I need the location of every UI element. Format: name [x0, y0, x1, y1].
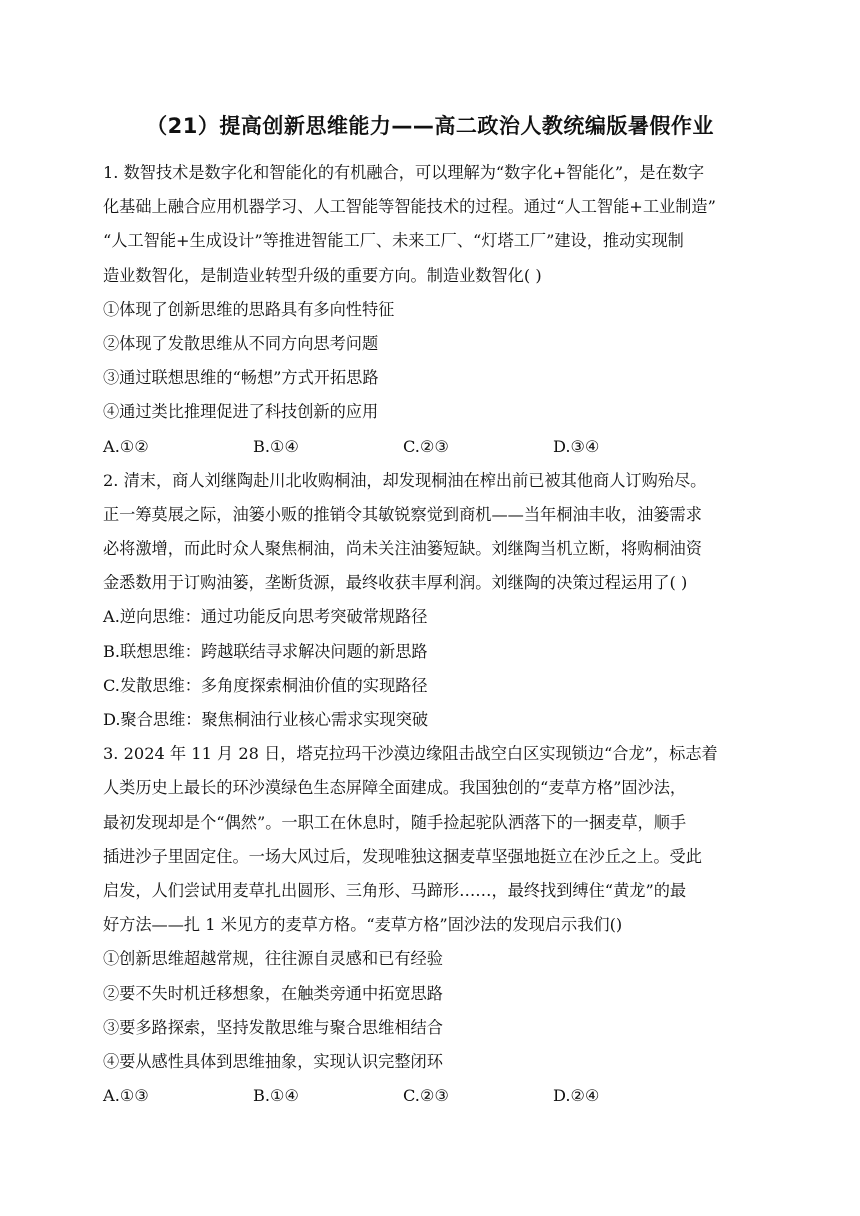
- page-title: （21）提高创新思维能力——高二政治人教统编版暑假作业: [146, 114, 714, 138]
- question-stem-line: 化基础上融合应用机器学习、人工智能等智能技术的过程。通过“人工智能+工业制造”: [103, 197, 716, 217]
- answer-options: [103, 430, 763, 464]
- question-stem-line: 启发，人们尝试用麦草扎出圆形、三角形、马蹄形……，最终找到缚住“黄龙”的最: [103, 880, 687, 900]
- statement-item: ①体现了创新思维的思路具有多向性特征: [103, 299, 395, 319]
- option-d: D.聚合思维：聚焦桐油行业核心需求实现突破: [103, 710, 429, 729]
- option-a: A.①②: [103, 436, 149, 456]
- option-b: B.①④: [253, 1086, 300, 1106]
- option-c: C.②③: [403, 436, 449, 456]
- question-stem-line: 最初发现却是个“偶然”。一职工在休息时，随手捡起驼队洒落下的一捆麦草，顺手: [103, 812, 687, 832]
- option-c: C.发散思维：多角度探索桐油价值的实现路径: [103, 675, 428, 695]
- question-stem-line: 2. 清末，商人刘继陶赴川北收购桐油，却发现桐油在榨出前已被其他商人订购殆尽。: [103, 470, 707, 490]
- option-b: B.①④: [253, 436, 300, 456]
- option-b: B.联想思维：跨越联结寻求解决问题的新思路: [103, 641, 428, 661]
- question-1: [103, 156, 763, 464]
- statement-item: ①创新思维超越常规，往往源自灵感和已有经验: [103, 949, 443, 969]
- question-stem-line: “人工智能+生成设计”等推进智能工厂、未来工厂、“灯塔工厂”建设，推动实现制: [103, 231, 684, 251]
- option-c: C.②③: [403, 1086, 449, 1106]
- question-stem-line: 好方法——扎 1 米见方的麦草方格。“麦草方格”固沙法的发现启示我们(): [103, 915, 623, 935]
- option-a: A.①③: [103, 1086, 149, 1106]
- question-stem-line: 必将激增，而此时众人聚焦桐油，尚未关注油篓短缺。刘继陶当机立断，将购桐油资: [103, 539, 702, 559]
- option-a: A.逆向思维：通过功能反向思考突破常规路径: [103, 607, 428, 627]
- option-d: D.③④: [553, 436, 600, 456]
- statement-item: ③通过联想思维的“畅想”方式开拓思路: [103, 368, 379, 388]
- answer-options: [103, 1079, 763, 1113]
- statement-item: ②体现了发散思维从不同方向思考问题: [103, 333, 379, 353]
- question-stem-line: 插进沙子里固定住。一场大风过后，发现唯独这捆麦草坚强地挺立在沙丘之上。受此: [103, 846, 702, 866]
- statement-item: ④要从感性具体到思维抽象，实现认识完整闭环: [103, 1051, 443, 1071]
- question-stem-line: 正一筹莫展之际，油篓小贩的推销令其敏锐察觉到商机——当年桐油丰收，油篓需求: [103, 504, 702, 524]
- statement-item: ②要不失时机迁移想象，在触类旁通中拓宽思路: [103, 983, 443, 1003]
- question-stem-line: 人类历史上最长的环沙漠绿色生态屏障全面建成。我国独创的“麦草方格”固沙法，: [103, 778, 687, 798]
- question-stem-line: 1. 数智技术是数字化和智能化的有机融合，可以理解为“数字化+智能化”，是在数字: [103, 163, 705, 182]
- statement-item: ③要多路探索，坚持发散思维与聚合思维相结合: [103, 1017, 443, 1037]
- question-stem-line: 造业数智化，是制造业转型升级的重要方向。制造业数智化( ): [103, 265, 542, 285]
- option-d: D.②④: [553, 1086, 600, 1106]
- question-stem-line: 3. 2024 年 11 月 28 日，塔克拉玛干沙漠边缘阻击战空白区实现锁边“合龙”，标志着: [103, 744, 718, 764]
- question-3: [103, 737, 763, 1113]
- question-list: [103, 156, 763, 1113]
- statement-item: ④通过类比推理促进了科技创新的应用: [103, 402, 379, 422]
- question-stem-line: 金悉数用于订购油篓，垄断货源，最终收获丰厚利润。刘继陶的决策过程运用了( ): [103, 573, 688, 593]
- question-2: [103, 464, 763, 738]
